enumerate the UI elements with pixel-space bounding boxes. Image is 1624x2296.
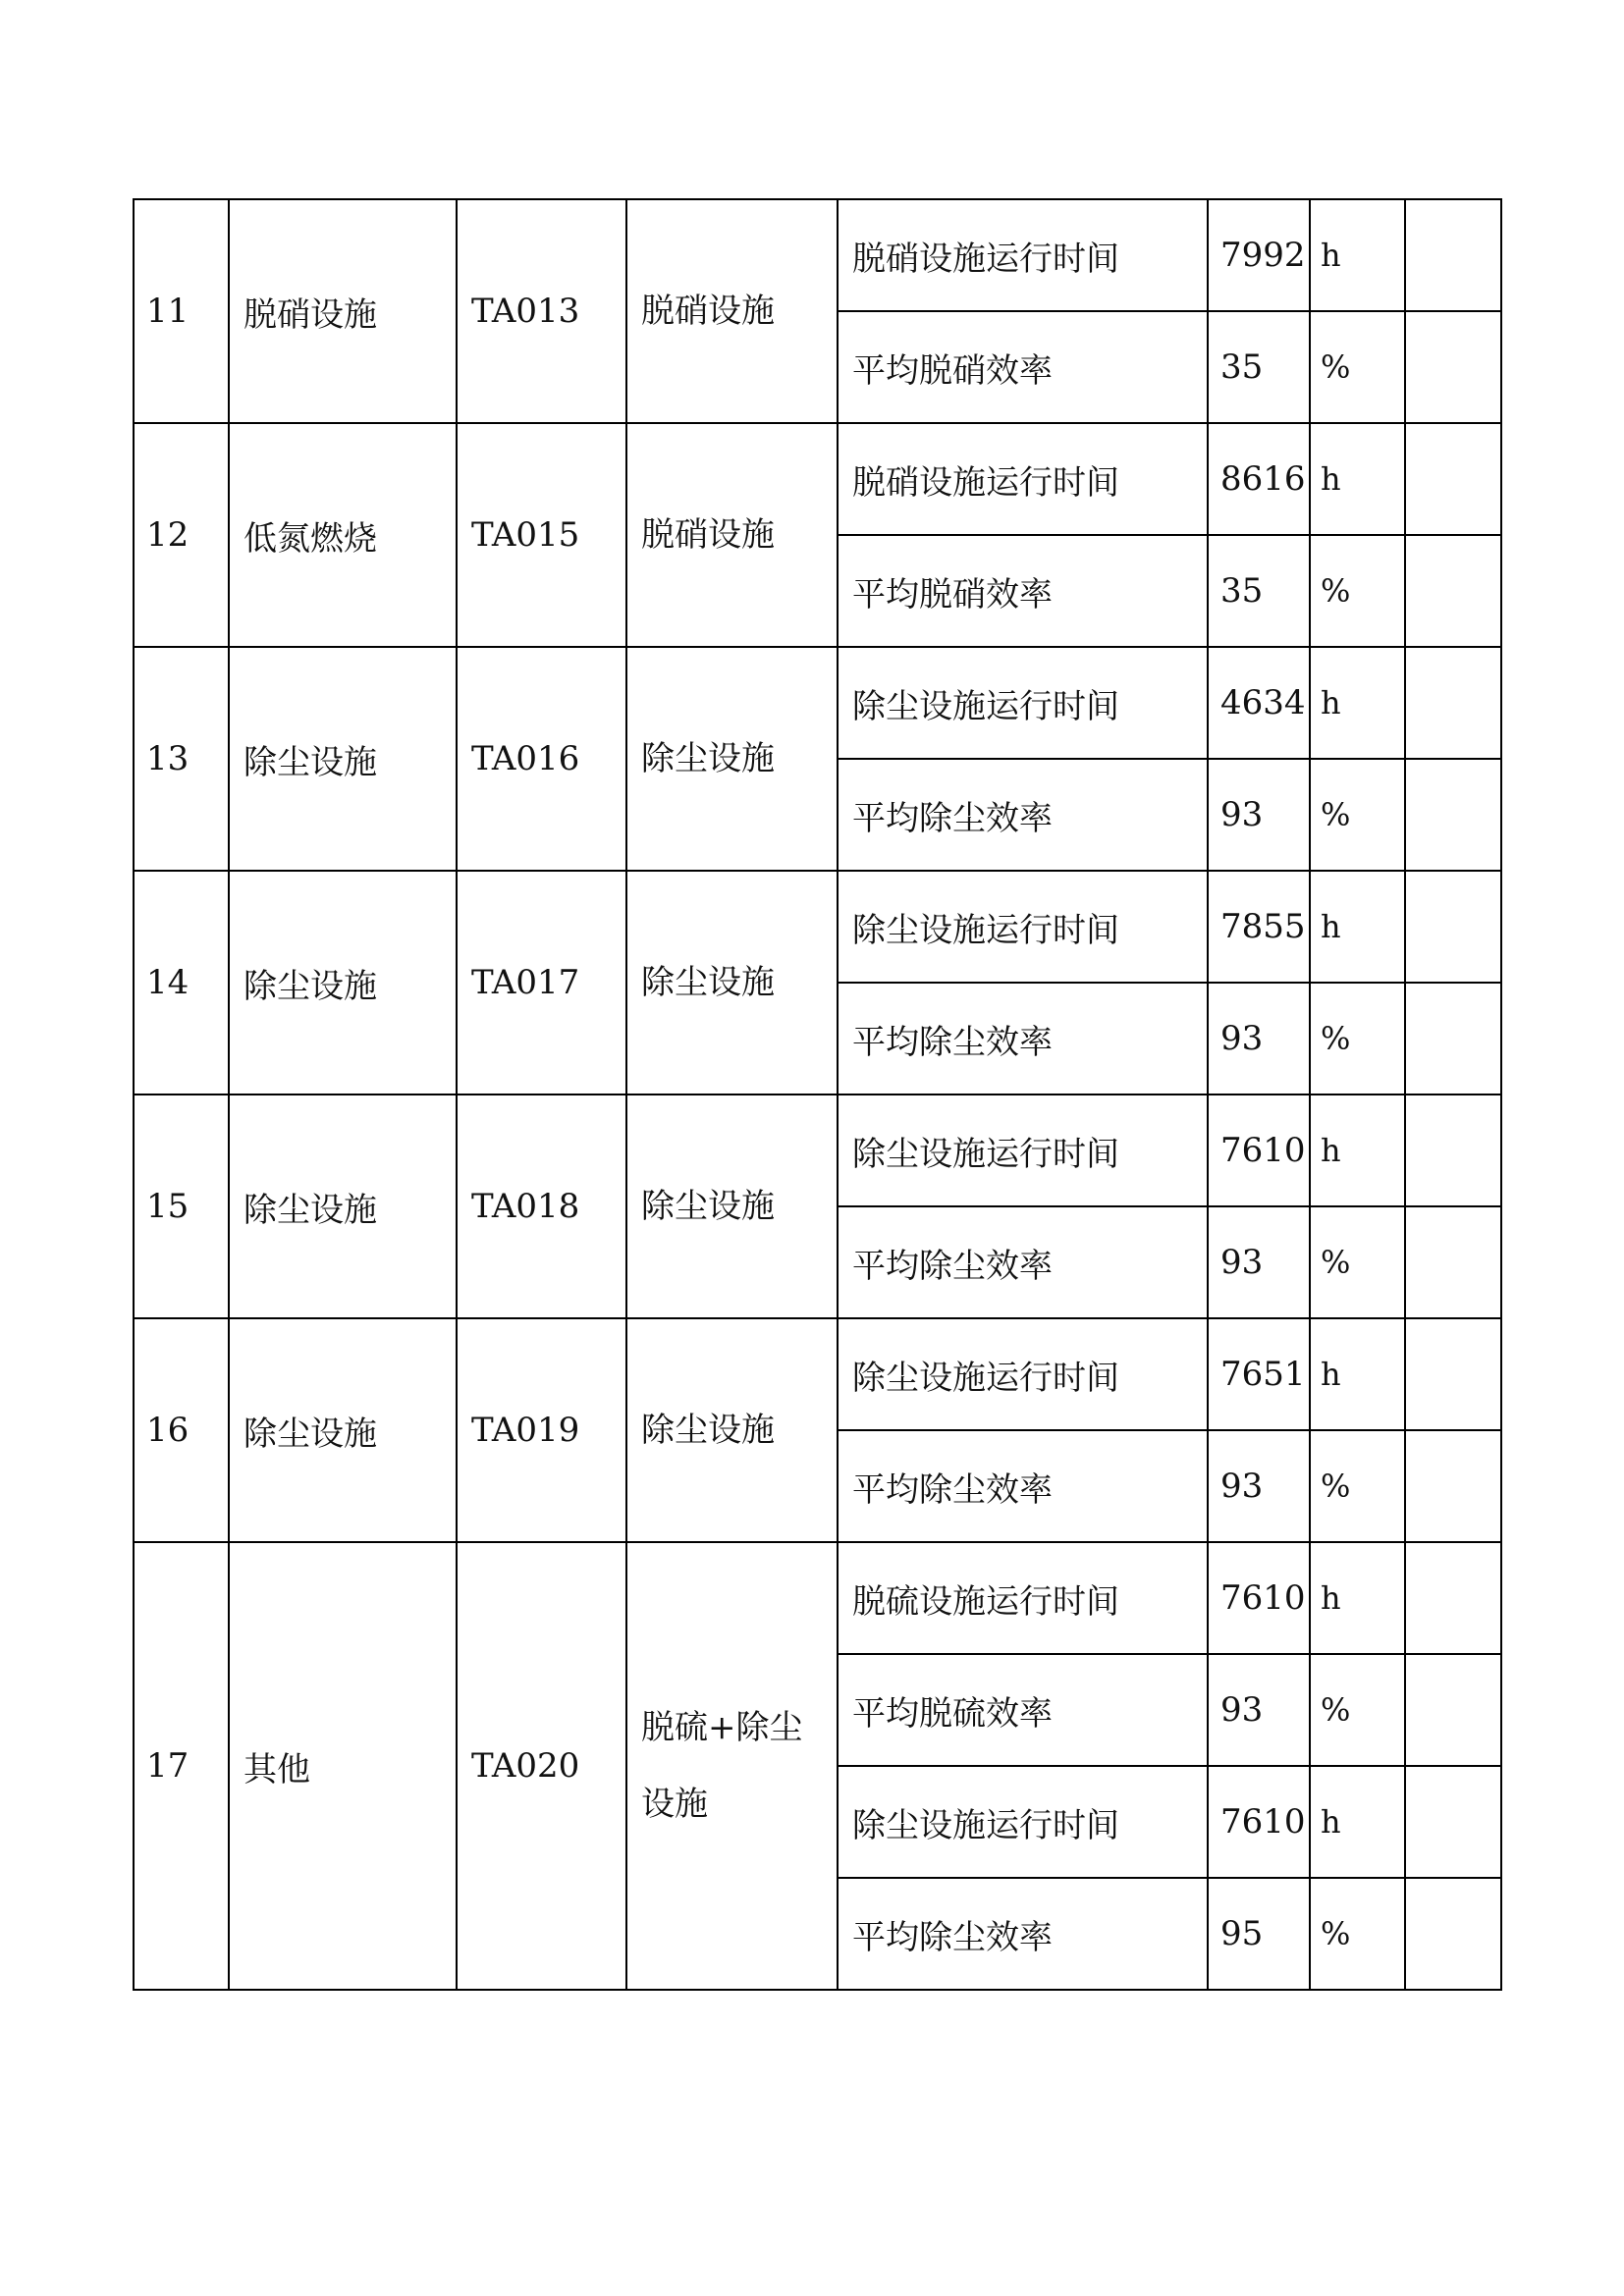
parameter-note-cell (1405, 1654, 1501, 1766)
facility-name-cell: 除尘设施 (229, 1318, 457, 1542)
parameter-label-cell: 平均除尘效率 (838, 1878, 1208, 1990)
parameter-label-cell: 脱硝设施运行时间 (838, 199, 1208, 311)
facility-code-cell: TA015 (457, 423, 626, 647)
parameter-label-cell: 平均脱硝效率 (838, 311, 1208, 423)
parameter-value-cell: 7610 (1208, 1095, 1310, 1206)
parameter-note-cell (1405, 1878, 1501, 1990)
parameter-unit-cell: h (1310, 1766, 1405, 1878)
parameter-value-cell: 8616 (1208, 423, 1310, 535)
table-row (134, 647, 1501, 759)
parameter-note-cell (1405, 1766, 1501, 1878)
facility-name-cell: 脱硝设施 (229, 199, 457, 423)
parameter-note-cell (1405, 1318, 1501, 1430)
row-number-cell: 15 (134, 1095, 229, 1318)
parameter-value-cell: 93 (1208, 1654, 1310, 1766)
facility-code-cell: TA016 (457, 647, 626, 871)
facility-code-cell: TA020 (457, 1542, 626, 1990)
parameter-label-cell: 平均除尘效率 (838, 1206, 1208, 1318)
facility-name-cell: 除尘设施 (229, 1095, 457, 1318)
parameter-note-cell (1405, 311, 1501, 423)
parameter-label-cell: 除尘设施运行时间 (838, 871, 1208, 983)
parameter-label-cell: 脱硫设施运行时间 (838, 1542, 1208, 1654)
parameter-note-cell (1405, 1542, 1501, 1654)
parameter-note-cell (1405, 1430, 1501, 1542)
parameter-value-cell: 7855 (1208, 871, 1310, 983)
parameter-value-cell: 7610 (1208, 1542, 1310, 1654)
facility-code-cell: TA017 (457, 871, 626, 1095)
parameter-note-cell (1405, 199, 1501, 311)
row-number-cell: 17 (134, 1542, 229, 1990)
parameter-label-cell: 除尘设施运行时间 (838, 1318, 1208, 1430)
parameter-label-cell: 平均脱硫效率 (838, 1654, 1208, 1766)
parameter-value-cell: 7610 (1208, 1766, 1310, 1878)
facility-name-cell: 除尘设施 (229, 871, 457, 1095)
parameter-value-cell: 7992 (1208, 199, 1310, 311)
parameter-note-cell (1405, 647, 1501, 759)
parameter-label-cell: 平均除尘效率 (838, 983, 1208, 1095)
table-row (134, 199, 1501, 311)
facility-name-cell: 低氮燃烧 (229, 423, 457, 647)
parameter-unit-cell: h (1310, 1542, 1405, 1654)
facility-type-cell: 脱硝设施 (626, 199, 838, 423)
parameter-unit-cell: h (1310, 423, 1405, 535)
parameter-unit-cell: % (1310, 759, 1405, 871)
parameter-label-cell: 除尘设施运行时间 (838, 1766, 1208, 1878)
parameter-value-cell: 93 (1208, 1430, 1310, 1542)
parameter-note-cell (1405, 759, 1501, 871)
parameter-unit-cell: % (1310, 983, 1405, 1095)
parameter-note-cell (1405, 1206, 1501, 1318)
row-number-cell: 13 (134, 647, 229, 871)
row-number-cell: 12 (134, 423, 229, 647)
parameter-note-cell (1405, 423, 1501, 535)
parameter-unit-cell: h (1310, 1318, 1405, 1430)
facility-code-cell: TA019 (457, 1318, 626, 1542)
row-number-cell: 16 (134, 1318, 229, 1542)
parameter-label-cell: 平均脱硝效率 (838, 535, 1208, 647)
facility-type-cell: 除尘设施 (626, 647, 838, 871)
facility-parameter-table (133, 198, 1502, 1991)
parameter-unit-cell: h (1310, 1095, 1405, 1206)
parameter-label-cell: 除尘设施运行时间 (838, 1095, 1208, 1206)
parameter-value-cell: 35 (1208, 311, 1310, 423)
table-row (134, 1542, 1501, 1654)
parameter-note-cell (1405, 871, 1501, 983)
parameter-value-cell: 93 (1208, 1206, 1310, 1318)
parameter-note-cell (1405, 1095, 1501, 1206)
parameter-unit-cell: % (1310, 535, 1405, 647)
facility-code-cell: TA013 (457, 199, 626, 423)
parameter-label-cell: 除尘设施运行时间 (838, 647, 1208, 759)
table-row (134, 1318, 1501, 1430)
parameter-unit-cell: h (1310, 199, 1405, 311)
parameter-value-cell: 35 (1208, 535, 1310, 647)
row-number-cell: 14 (134, 871, 229, 1095)
parameter-value-cell: 93 (1208, 983, 1310, 1095)
parameter-unit-cell: % (1310, 311, 1405, 423)
parameter-value-cell: 93 (1208, 759, 1310, 871)
row-number-cell: 11 (134, 199, 229, 423)
parameter-label-cell: 脱硝设施运行时间 (838, 423, 1208, 535)
parameter-value-cell: 95 (1208, 1878, 1310, 1990)
parameter-unit-cell: h (1310, 871, 1405, 983)
parameter-value-cell: 4634 (1208, 647, 1310, 759)
facility-name-cell: 除尘设施 (229, 647, 457, 871)
table-row (134, 423, 1501, 535)
facility-type-cell: 脱硝设施 (626, 423, 838, 647)
facility-type-cell: 除尘设施 (626, 1095, 838, 1318)
parameter-value-cell: 7651 (1208, 1318, 1310, 1430)
facility-code-cell: TA018 (457, 1095, 626, 1318)
parameter-label-cell: 平均除尘效率 (838, 759, 1208, 871)
parameter-unit-cell: % (1310, 1878, 1405, 1990)
parameter-unit-cell: h (1310, 647, 1405, 759)
facility-type-cell: 除尘设施 (626, 1318, 838, 1542)
facility-type-cell: 脱硫+除尘设施 (626, 1542, 838, 1990)
facility-type-cell: 除尘设施 (626, 871, 838, 1095)
table-row (134, 1095, 1501, 1206)
parameter-unit-cell: % (1310, 1654, 1405, 1766)
table-row (134, 871, 1501, 983)
parameter-note-cell (1405, 535, 1501, 647)
parameter-label-cell: 平均除尘效率 (838, 1430, 1208, 1542)
parameter-unit-cell: % (1310, 1430, 1405, 1542)
facility-name-cell: 其他 (229, 1542, 457, 1990)
parameter-note-cell (1405, 983, 1501, 1095)
parameter-unit-cell: % (1310, 1206, 1405, 1318)
